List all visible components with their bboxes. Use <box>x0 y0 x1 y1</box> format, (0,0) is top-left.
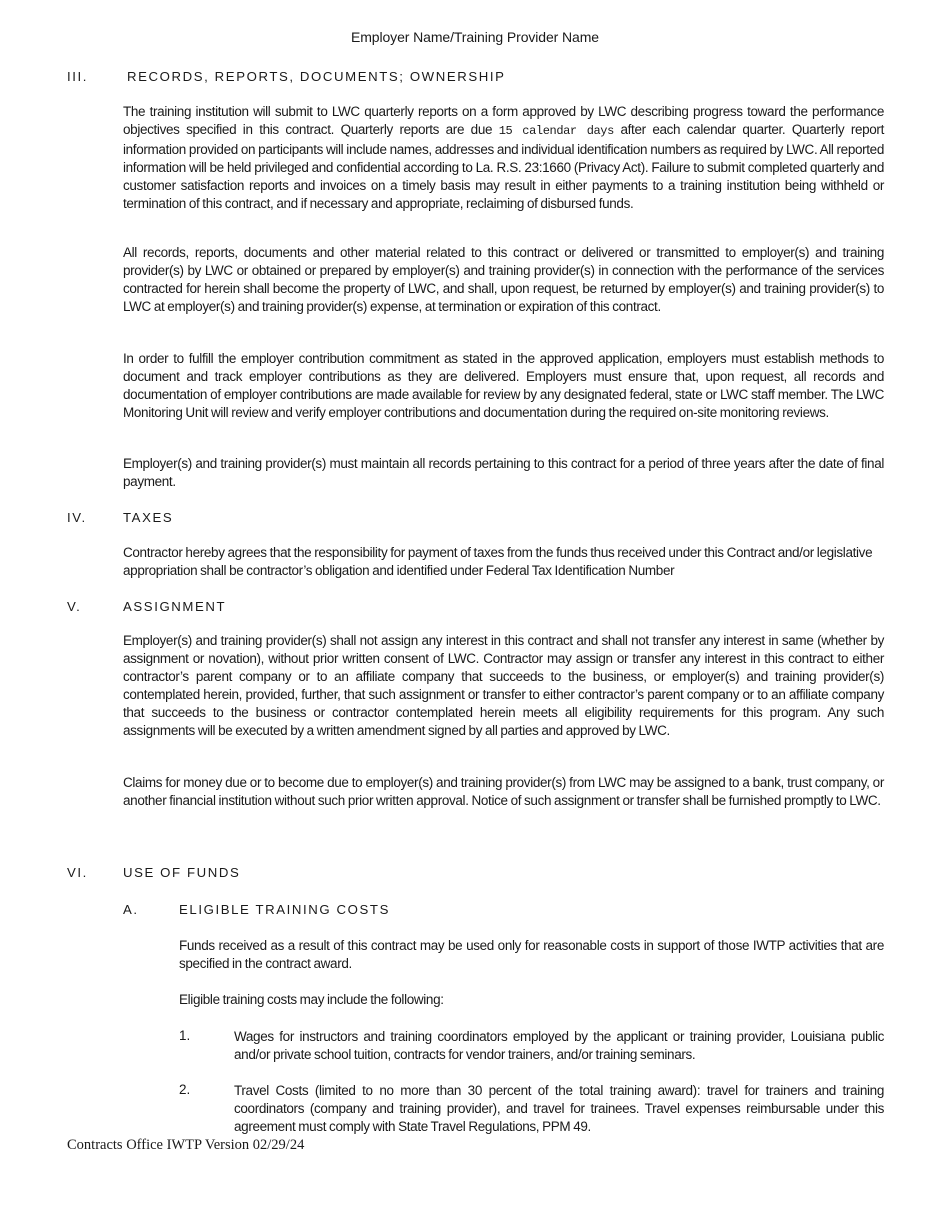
section-iii-p1-text-b: after each calendar quarter. Quarterly report information provided on participants will include names, addresses and individual identification numbers as required by LWC. All reported information will be held privileged and confidential according to La. R.S. 23:1660 (Privacy Act). Failure to submit completed quarterly and customer satisfaction reports and invoices on a timely basis may result in either payments to a training institution being withheld or termination of this contract, and if necessary and appropriate, reclaiming of disbursed funds. <box>123 121 884 211</box>
section-iv-paragraph-1: Contractor hereby agrees that the responsibility for payment of taxes from the funds thus received under this Contract and/or legislative appropriation shall be contractor’s obligation and identified under Federal Tax Identification Number <box>123 545 873 578</box>
list-item-number: 1. <box>179 1028 191 1043</box>
section-iii-paragraph-2: All records, reports, documents and other material related to this contract or delivered or transmitted to employer(s) and training provider(s) by LWC or obtained or prepared by employer(s) and training provider(s) in connection with the performance of the services contracted for herein shall become the property of LWC, and shall, upon request, be returned by employer(s) and training provider(s) to LWC at employer(s) and training provider(s) expense, at termination or expiration of this contract. <box>123 245 884 314</box>
quarterly-report-days: 15 calendar days <box>498 123 614 138</box>
list-item-number: 2. <box>179 1082 191 1097</box>
footer-version: Contracts Office IWTP Version 02/29/24 <box>67 1137 305 1153</box>
subsection-a-title: ELIGIBLE TRAINING COSTS <box>179 902 390 917</box>
subsection-a-label: A. <box>123 902 139 917</box>
section-v-paragraph-2: Claims for money due or to become due to employer(s) and training provider(s) from LWC may be assigned to a bank, trust company, or another financial institution without such prior written approval. Notice of such assignment or transfer shall be furnished promptly to LWC. <box>123 775 884 808</box>
section-iii-number: III. <box>67 69 89 84</box>
section-v-number: V. <box>67 599 82 614</box>
section-iii-paragraph-4: Employer(s) and training provider(s) must maintain all records pertaining to this contract for a period of three years after the date of final payment. <box>123 456 884 489</box>
section-v-paragraph-1: Employer(s) and training provider(s) shall not assign any interest in this contract and shall not transfer any interest in same (whether by assignment or novation), without prior written consent of LWC. Contractor may assign or transfer any interest in this contract to either contractor’s parent company or to an affiliate company that succeeds to the business, or employer(s) and training provider(s) contemplated herein, provided, further, that such assignment or transfer to either contractor’s parent company or to an affiliate company that succeeds to the business or contractor contemplated herein meets all eligibility requirements for this program. Any such assignments will be executed by a written amendment signed by all parties and approved by LWC. <box>123 633 884 738</box>
list-item: Travel Costs (limited to no more than 30 percent of the total training award): travel for trainers and training coordinators (company and training provider), and travel for trainees. Travel expenses reimbursable under this agreement must comply with State Travel Regulations, PPM 49. <box>234 1083 884 1134</box>
section-iv-title: TAXES <box>123 510 174 525</box>
page-header: Employer Name/Training Provider Name <box>351 29 599 45</box>
subsection-a-paragraph-1: Funds received as a result of this contract may be used only for reasonable costs in support of those IWTP activities that are specified in the contract award. <box>179 938 884 971</box>
section-v-title: ASSIGNMENT <box>123 599 227 614</box>
section-iii-paragraph-3: In order to fulfill the employer contribution commitment as stated in the approved application, employers must establish methods to document and track employer contributions as they are delivered. Employers must ensure that, upon request, all records and documentation of employer contributions are made available for review by any designated federal, state or LWC staff member. The LWC Monitoring Unit will review and verify employer contributions and documentation during the required on-site monitoring reviews. <box>123 351 884 420</box>
list-item: Wages for instructors and training coordinators employed by the applicant or training provider, Louisiana public and/or private school tuition, contracts for vendor trainers, and/or training seminars. <box>234 1029 884 1062</box>
section-iii-paragraph-1 <box>123 103 884 212</box>
section-vi-number: VI. <box>67 865 88 880</box>
section-iii-title: RECORDS, REPORTS, DOCUMENTS; OWNERSHIP <box>127 69 506 84</box>
subsection-a-paragraph-2: Eligible training costs may include the following: <box>179 992 444 1007</box>
section-iv-number: IV. <box>67 510 87 525</box>
section-iii-p1-text-a: The training institution will submit to LWC quarterly reports on a form approved by LWC describing progress toward the performance objectives specified in this contract. Quarterly reports are due <box>123 104 884 137</box>
section-vi-title: USE OF FUNDS <box>123 865 241 880</box>
